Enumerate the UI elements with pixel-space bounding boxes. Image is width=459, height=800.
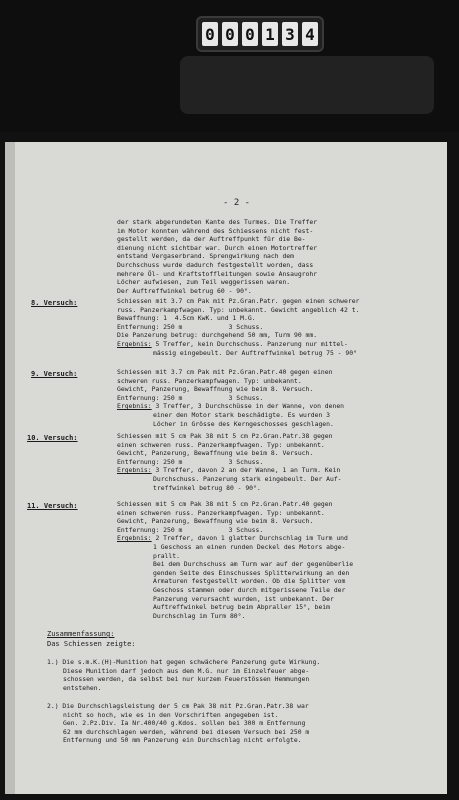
result-line: Durchschlag im Turm 80°. xyxy=(153,611,246,620)
result-line: Löcher in Grösse des Kerngeschosses geschlagen. xyxy=(153,419,334,428)
text-line: Gen. 2.Pz.Div. Ia Nr.400/40 g.Kdos. sollen bei 300 m Entfernung xyxy=(63,719,306,728)
result-line: genden Seite des Einschusses Splitterwirkung an den xyxy=(153,568,350,577)
test-9-label: 9. Versuch: xyxy=(31,370,78,378)
intro-paragraph xyxy=(117,218,447,295)
test-9-body xyxy=(117,368,447,428)
result-line xyxy=(117,534,447,543)
text-line: Entfernung: 250 m 3 Schuss. xyxy=(117,525,264,534)
text-line: schweren russ. Panzerkampfwagen. Typ: unbekannt. xyxy=(117,376,302,385)
result-text: 3 Treffer, 3 Durchschüsse in der Wanne, von denen xyxy=(151,402,345,411)
counter-digit: 0 xyxy=(202,22,218,46)
test-8-body xyxy=(117,297,447,357)
text-line: Entfernung: 250 m 3 Schuss. xyxy=(117,393,264,402)
text-line: Schiessen mit 5 cm Pak 38 mit 5 cm Pz.Gran.Patr.38 gegen xyxy=(117,432,333,440)
result-label: Ergebnis: xyxy=(117,339,152,348)
result-line: Armaturen festgestellt worden. Ob die Splitter vom xyxy=(153,577,346,586)
text-line: einen schweren russ. Panzerkampfwagen. Typ: unbekannt. xyxy=(117,508,325,517)
result-line: Auftreffwinkel betrug beim Abpraller 15°, beim xyxy=(153,603,330,612)
test-11-body xyxy=(117,500,447,620)
frame-counter xyxy=(196,16,324,52)
text-line: gestellt werden, da der Auftreffpunkt für die Be- xyxy=(117,235,306,244)
text-line: Die Panzerung betrug: durchgehend 50 mm, Turm 90 mm. xyxy=(117,331,318,340)
text-line: Durchschuss wurde dadurch festgestellt worden, dass xyxy=(117,260,314,269)
text-line: Der Auftreffwinkel betrug 60 - 90°. xyxy=(117,286,252,295)
text-line: entstehen. xyxy=(63,683,102,692)
text-line: Schiessen mit 5 cm Pak 38 mit 5 cm Pz.Gran.Patr.40 gegen xyxy=(117,500,333,508)
counter-mount xyxy=(180,56,434,114)
text-line: Entfernung und 50 mm Panzerung ein Durchschlag nicht erfolgte. xyxy=(63,736,302,745)
summary-point-2 xyxy=(47,702,447,745)
text-line: Löcher aufwiesen, zum Teil weggerissen waren. xyxy=(117,278,291,287)
text-line: schossen werden, da selbst bei nur kurzem Feuerstössen Hemmungen xyxy=(63,675,310,684)
result-line: Panzerung verursacht wurden, ist unbekannt. Der xyxy=(153,594,334,603)
text-line: nicht so hoch, wie es in den Vorschriften angegeben ist. xyxy=(63,710,279,719)
result-line xyxy=(117,466,447,475)
page-edge-shadow xyxy=(5,142,15,794)
text-line: Entfernung: 250 m 3 Schuss. xyxy=(117,322,264,331)
text-line: dienung nicht sichtbar war. Durch einen Motortreffer xyxy=(117,243,318,252)
counter-digit: 3 xyxy=(282,22,298,46)
result-label: Ergebnis: xyxy=(117,466,152,475)
point-number: 2.) xyxy=(47,702,59,710)
result-label: Ergebnis: xyxy=(117,534,152,543)
point-number: 1.) xyxy=(47,658,59,666)
text-line: Die Durchschlagsleistung der 5 cm Pak 38 mit Pz.Gran.Patr.38 war xyxy=(62,702,309,710)
counter-digit: 0 xyxy=(222,22,238,46)
result-text: 5 Treffer, kein Durchschuss. Panzerung nur mittel- xyxy=(151,339,348,348)
text-line: Bewaffnung: 1 4.5cm KwK. und 1 M.G. xyxy=(117,314,256,323)
text-line: russ. Panzerkampfwagen. Typ: unbekannt. Gewicht angeblich 42 t. xyxy=(117,305,360,314)
test-11-label: 11. Versuch: xyxy=(27,502,78,510)
result-line: einer den Motor stark beschädigte. Es wurden 3 xyxy=(153,410,330,419)
result-text: 3 Treffer, davon 2 an der Wanne, 1 an Turm. Kein xyxy=(151,466,341,475)
text-line: Schiessen mit 3.7 cm Pak mit Pz.Gran.Patr.40 gegen einen xyxy=(117,368,333,376)
text-line: entstand Vergaserbrand. Sprengwirkung nach dem xyxy=(117,252,294,261)
result-label: Ergebnis: xyxy=(117,402,152,411)
result-line xyxy=(117,340,447,349)
text-line: Diese Munition darf jedoch aus dem M.G. nur im Einzelfeuer abge- xyxy=(63,666,310,675)
film-frame-header xyxy=(0,0,459,132)
text-line: der stark abgerundeten Kante des Turmes. Die Treffer xyxy=(117,218,318,226)
result-line: 1 Geschoss an einen runden Deckel des Motors abge- xyxy=(153,542,346,551)
summary-subtitle: Das Schiessen zeigte: xyxy=(47,640,136,648)
text-line: im Motor konnten während des Schiessens nicht fest- xyxy=(117,226,314,235)
result-line: prallt. xyxy=(153,551,180,560)
test-8-label: 8. Versuch: xyxy=(31,299,78,307)
result-line: Durchschuss. Panzerung stark eingebeult. Der Auf- xyxy=(153,474,342,483)
text-line: Schiessen mit 3.7 cm Pak mit Pz.Gran.Patr. gegen einen schwerer xyxy=(117,297,360,305)
counter-digit: 0 xyxy=(242,22,258,46)
text-line: Gewicht, Panzerung, Bewaffnung wie beim 8. Versuch. xyxy=(117,517,314,526)
counter-digit: 1 xyxy=(262,22,278,46)
result-text: 2 Treffer, davon 1 glatter Durchschlag im Turm und xyxy=(151,534,348,543)
summary-title: Zusammenfassung: xyxy=(47,630,115,638)
test-10-label: 10. Versuch: xyxy=(27,434,78,442)
result-line: mässig eingebeult. Der Auftreffwinkel betrug 75 - 90° xyxy=(153,348,357,357)
text-line: einen schweren russ. Panzerkampfwagen. Typ: unbekannt. xyxy=(117,440,325,449)
result-line: treffwinkel betrug 80 - 90°. xyxy=(153,483,261,492)
text-line: 62 mm durchschlagen werden, während bei diesem Versuch bei 250 m xyxy=(63,727,310,736)
text-line: Gewicht, Panzerung, Bewaffnung wie beim 8. Versuch. xyxy=(117,449,314,458)
summary-line xyxy=(47,702,447,711)
text-line: Gewicht, Panzerung, Bewaffnung wie beim 8. Versuch. xyxy=(117,385,314,394)
summary-line xyxy=(47,658,447,667)
result-line: Bei dem Durchschuss am Turm war auf der gegenüberlie xyxy=(153,560,354,569)
summary-point-1 xyxy=(47,658,447,692)
counter-digit: 4 xyxy=(302,22,318,46)
text-line: Die s.m.K.(H)-Munition hat gegen schwächere Panzerung gute Wirkung. xyxy=(62,658,321,666)
document-page xyxy=(5,142,447,794)
text-line: mehrere Öl- und Kraftstoffleitungen sowie Ansaugrohr xyxy=(117,269,318,278)
result-line xyxy=(117,402,447,411)
test-10-body xyxy=(117,432,447,492)
result-line: Geschoss stammen oder durch mitgerissene Teile der xyxy=(153,585,346,594)
page-number: - 2 - xyxy=(223,198,251,208)
text-line: Entfernung: 250 m 3 Schuss. xyxy=(117,457,264,466)
